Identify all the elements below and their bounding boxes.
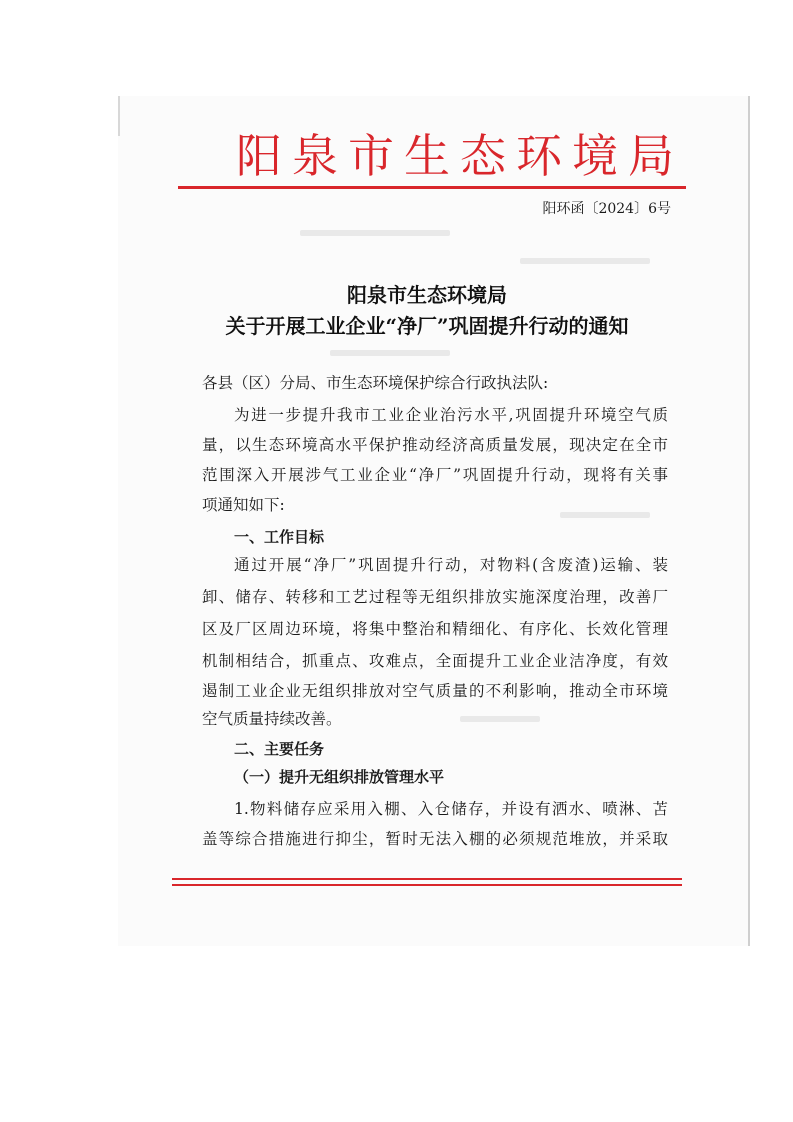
document-title-line-1: 阳泉市生态环境局 xyxy=(347,283,507,307)
bleed-through-mark xyxy=(300,230,450,236)
bleed-through-mark xyxy=(520,258,650,264)
scan-edge-right xyxy=(748,96,750,946)
addressee: 各县（区）分局、市生态环境保护综合行政执法队: xyxy=(202,374,549,392)
intro-paragraph-line: 为进一步提升我市工业企业治污水平,巩固提升环境空气质 xyxy=(234,406,668,424)
agency-letterhead: 阳泉市生态环境局 xyxy=(236,129,684,183)
scan-edge-left xyxy=(118,96,120,136)
document-number: 阳环函〔2024〕6号 xyxy=(542,201,671,217)
letterhead-red-rule xyxy=(178,186,686,189)
footer-red-rule xyxy=(172,878,682,880)
task-item-line: 1.物料储存应采用入棚、入仓储存，并设有洒水、喷淋、苫 xyxy=(234,800,668,818)
intro-paragraph-line: 范围深入开展涉气工业企业“净厂”巩固提升行动，现将有关事 xyxy=(202,466,668,484)
goals-paragraph-line: 区及厂区周边环境，将集中整治和精细化、有序化、长效化管理 xyxy=(202,620,668,638)
section-heading-tasks: 二、主要任务 xyxy=(234,740,325,758)
bleed-through-mark xyxy=(330,350,450,356)
task-item-line: 盖等综合措施进行抑尘，暂时无法入棚的必须规范堆放，并采取 xyxy=(202,830,668,848)
goals-paragraph-line: 机制相结合，抓重点、攻难点，全面提升工业企业洁净度，有效 xyxy=(202,652,668,670)
intro-paragraph-line: 量，以生态环境高水平保护推动经济高质量发展，现决定在全市 xyxy=(202,436,668,454)
footer-red-rule xyxy=(172,884,682,886)
goals-paragraph-line: 遏制工业企业无组织排放对空气质量的不利影响，推动全市环境 xyxy=(202,682,668,700)
goals-paragraph-line: 空气质量持续改善。 xyxy=(202,710,342,728)
intro-paragraph-line: 项通知如下: xyxy=(202,496,285,514)
goals-paragraph-line: 卸、储存、转移和工艺过程等无组织排放实施深度治理，改善厂 xyxy=(202,588,668,606)
document-title-line-2: 关于开展工业企业“净厂”巩固提升行动的通知 xyxy=(225,314,629,338)
goals-paragraph-line: 通过开展“净厂”巩固提升行动，对物料(含废渣)运输、装 xyxy=(234,556,668,574)
subsection-heading: （一）提升无组织排放管理水平 xyxy=(234,768,445,786)
section-heading-goals: 一、工作目标 xyxy=(234,528,325,546)
